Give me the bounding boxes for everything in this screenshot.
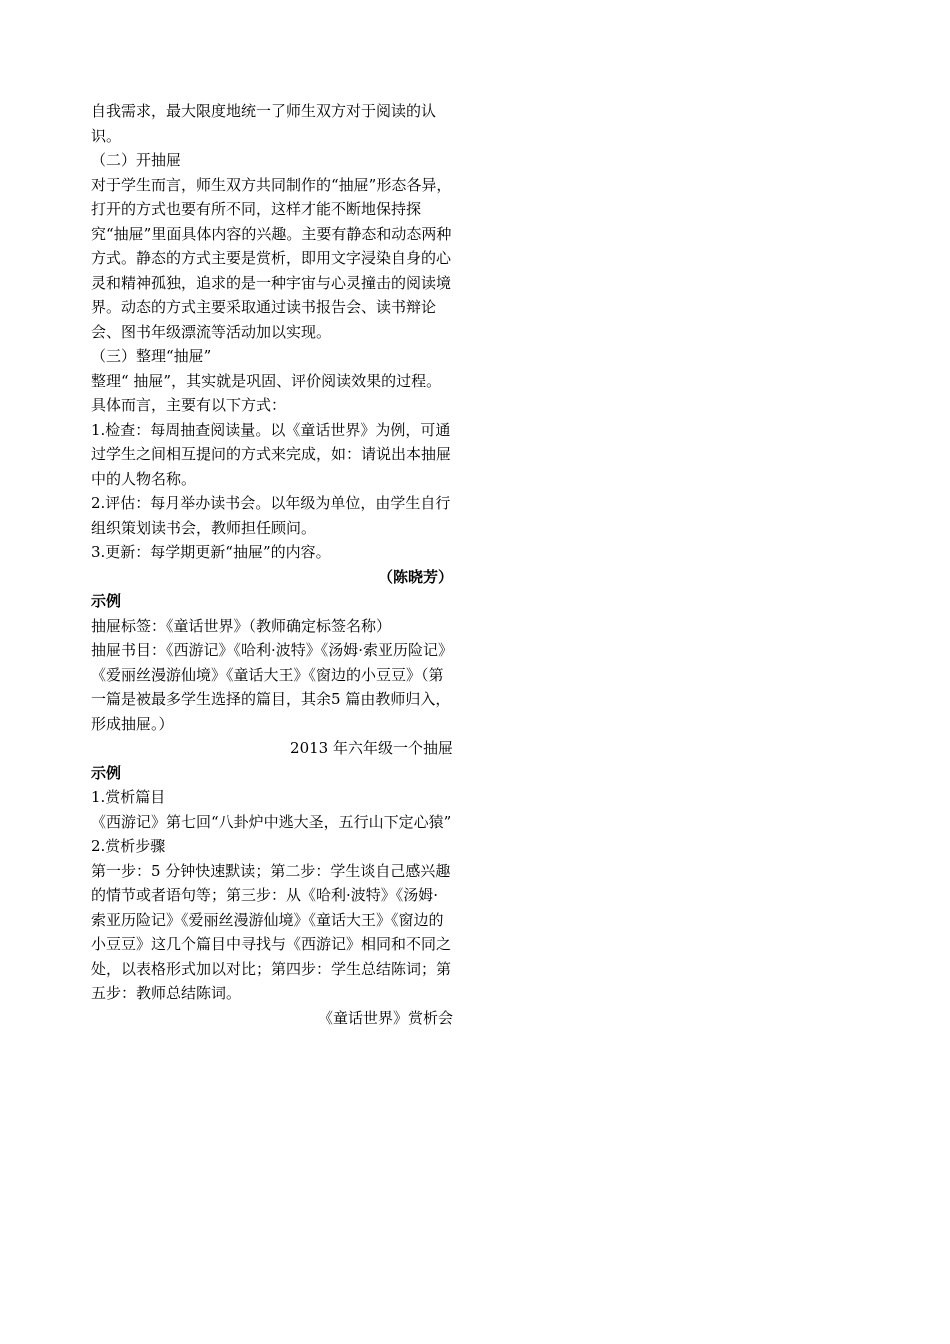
paragraph-reading-consensus: 自我需求，最大限度地统一了师生双方对于阅读的认识。 (91, 102, 437, 145)
example2-steps-text: 第一步：5 分钟快速默读；第二步：学生谈自己感兴趣的情节或者语句等；第三步：从《哈利·波特》《汤姆·索亚历险记》《爱丽丝漫游仙境》《童话大王》《窗边的小豆豆》这几个篇目中寻找与《西游记》相同和不同之处，以表格形式加以对比；第四步：学生总结陈词；第五步：教师总结陈词。 (91, 861, 452, 1002)
example2-caption: 《童话世界》赏析会 (317, 1008, 453, 1027)
list-item-check: 1.检查：每周抽查阅读量。以《童话世界》为例，可通过学生之间相互提问的方式来完成，如：请说出本抽屉中的人物名称。 (91, 420, 452, 488)
example2-item-text: 《西游记》第七回“八卦炉中逃大圣，五行山下定心猿” (91, 812, 452, 831)
example-heading-2: 示例 (91, 763, 122, 782)
section-heading-open-drawer: （二）开抽屉 (91, 151, 182, 169)
example-heading-1: 示例 (91, 592, 122, 610)
author-attribution: （陈晓芳） (377, 567, 453, 586)
paragraph-organize-drawer: 整理“ 抽屉”，其实就是巩固、评价阅读效果的过程。具体而言，主要有以下方式： (91, 371, 442, 414)
example1-drawer-booklist: 抽屉书目：《西游记》《哈利·波特》《汤姆·索亚历险记》《爱丽丝漫游仙境》《童话大王》《窗边的小豆豆》（第一篇是被最多学生选择的篇目，其余5 篇由教师归入，形成抽屉。） (91, 641, 451, 733)
example2-item-title: 1.赏析篇目 (91, 788, 166, 806)
example1-caption: 2013 年六年级一个抽屉 (290, 739, 453, 757)
section-heading-organize-drawer: （三）整理“抽屉” (91, 347, 212, 365)
list-item-evaluate: 2.评估：每月举办读书会。以年级为单位，由学生自行组织策划读书会，教师担任顾问。 (91, 494, 451, 537)
example1-drawer-label: 抽屉标签：《童话世界》（教师确定标签名称） (91, 616, 392, 635)
paragraph-open-drawer: 对于学生而言，师生双方共同制作的“抽屉”形态各异，打开的方式也要有所不同，这样才能不断地保持探究“抽屉”里面具体内容的兴趣。主要有静态和动态两种方式。静态的方式主要是赏析，即用文字浸染自身的心灵和精神孤独，追求的是一种宇宙与心灵撞击的阅读境界。动态的方式主要采取通过读书报告会、读书辩论会、图书年级漂流等活动加以实现。 (91, 175, 452, 341)
example2-steps-title: 2.赏析步骤 (91, 837, 166, 855)
document-column (91, 99, 453, 1030)
list-item-update: 3.更新：每学期更新“抽屉”的内容。 (91, 543, 331, 561)
